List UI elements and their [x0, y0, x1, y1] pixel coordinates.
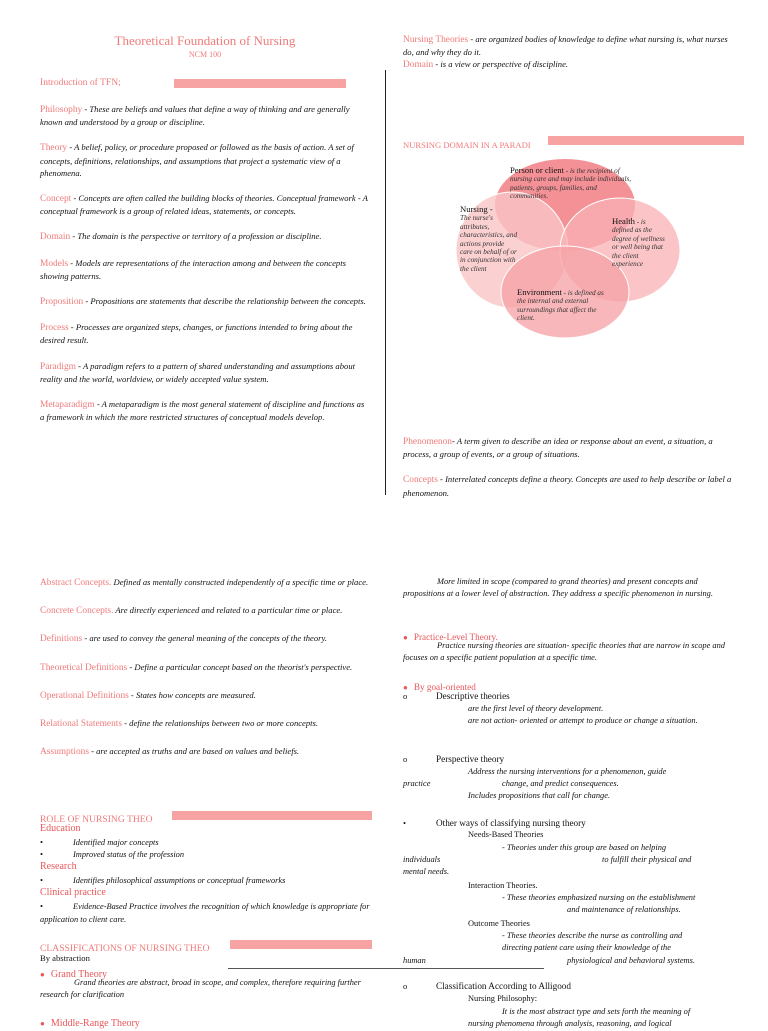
venn-nursing-label: Nursing - The nurse's attributes, characteristics, and actions provide care on behalf of or in conjunction with the client	[460, 204, 518, 273]
interaction-line-1: - These theories emphasized nursing on the establishment	[502, 893, 696, 902]
entry-relational-statements: Relational Statements - define the relationships between two or more concepts.	[40, 718, 319, 730]
entry-assumptions: Assumptions - are accepted as truths and are based on values and beliefs.	[40, 746, 300, 758]
descriptive-line-1: are the first level of theory development.	[468, 704, 604, 713]
alligood-bullet: o	[403, 981, 408, 991]
page-subtitle: NCM 100	[188, 50, 222, 59]
perspective-bullet: o	[403, 754, 408, 764]
descriptive-bullet: o	[403, 691, 408, 701]
page1-left-column	[40, 103, 370, 436]
philosophy-line-1: It is the most abstract type and sets forth the meaning of	[502, 1007, 691, 1016]
entry-domain-view: Domain - is a view or perspective of discipline.	[403, 59, 569, 71]
middle-range-label: ● Middle-Range Theory	[40, 1018, 140, 1029]
needs-line-2b: to fulfill their physical and	[602, 855, 692, 864]
entry-theoretical-definitions: Theoretical Definitions - Define a particular concept based on the theorist's perspective.	[40, 661, 353, 673]
clinical-item-1: • Evidence-Based Practice involves the recognition of which knowledge is appropriate for application to client care.	[40, 901, 370, 924]
education-item-1: • Identified major concepts	[40, 837, 159, 847]
intro-label: Introduction of TFN;	[40, 77, 121, 88]
by-abstraction-label: By abstraction	[40, 953, 90, 963]
page1-right-column-top	[403, 33, 738, 85]
entry-philosophy: Philosophy - These are beliefs and values that define a way of thinking and are generally known and understood by a group or discipline.	[40, 104, 350, 128]
perspective-line-2b: change, and predict consequences.	[502, 779, 619, 788]
needs-line-2a: individuals	[403, 855, 441, 864]
entry-definitions: Definitions - are used to convey the general meaning of the concepts of the theory.	[40, 633, 327, 645]
domain-heading: NURSING DOMAIN IN A PARADI	[403, 140, 531, 150]
needs-line-3: mental needs.	[403, 867, 450, 876]
entry-paradigm: Paradigm - A paradigm refers to a pattern of shared understanding and assumptions about reality and the world, worldview, or widely accepted value system.	[40, 360, 356, 384]
entry-proposition: Proposition - Propositions are statements that describe the relationship between the concepts.	[40, 296, 366, 308]
perspective-line-1: Address the nursing interventions for a phenomenon, guide	[468, 767, 667, 776]
entry-models: Models - Models are representations of the interaction among and between the concepts showing patterns.	[40, 257, 346, 281]
entry-nursing-theories: Nursing Theories - are organized bodies of knowledge to define what nursing is, what nurses do, and why they do it.	[403, 34, 728, 58]
education-item-2: • Improved status of the profession	[40, 849, 185, 859]
needs-line-1: - Theories under this group are based on helping	[502, 843, 667, 852]
research-item-1: • Identifies philosophical assumptions or conceptual frameworks	[40, 875, 286, 885]
other-ways-label: Other ways of classifying nursing theory	[436, 818, 586, 828]
entry-theory: Theory - A belief, policy, or procedure proposed or followed as the basis of action. A set of concepts, definitions, relationships, and assumptions that project a systematic view of a phenomena.	[40, 142, 354, 178]
perspective-line-3: Includes propositions that call for change.	[468, 791, 611, 800]
outcome-line-2: directing patient care using their knowledge of the	[502, 943, 671, 952]
descriptive-line-2: are not action- oriented or attempt to produce or change a situation.	[468, 716, 698, 725]
needs-based-label: Needs-Based Theories	[468, 830, 544, 839]
entry-abstract-concepts: Abstract Concepts. Defined as mentally constructed independently of a specific time or place.	[40, 577, 369, 588]
classifications-heading: CLASSIFICATIONS OF NURSING THEO	[40, 943, 210, 954]
venn-health-label: Health - is defined as the degree of wellness or well being that the client experience	[612, 216, 665, 269]
philosophy-line-2: nursing phenomena through analysis, reasoning, and logical	[468, 1019, 672, 1028]
outcome-line-1: - These theories describe the nurse as controlling and	[502, 931, 683, 940]
other-ways-bullet: •	[403, 818, 407, 828]
interaction-line-2: and maintenance of relationships.	[567, 905, 681, 914]
practice-level-label: ● Practice-Level Theory.	[403, 632, 498, 642]
venn-environment-label: Environment - is defined as the internal and external surroundings that affect the client.	[517, 287, 604, 323]
perspective-label: Perspective theory	[436, 754, 505, 764]
page1-right-column-bottom	[403, 435, 738, 512]
entry-operational-definitions: Operational Definitions - States how concepts are measured.	[40, 689, 256, 701]
entry-concrete-concepts: Concrete Concepts. Are directly experienced and related to a particular time or place.	[40, 605, 343, 617]
outcome-line-3a: human	[403, 956, 426, 965]
practice-level-text: Practice nursing theories are situation- specific theories that are narrow in scope and focuses on a specific patient population at a specific time.	[403, 641, 725, 662]
education-label: Education	[40, 823, 81, 834]
entry-phenomenon: Phenomenon- A term given to describe an idea or response about an event, a situation, a process, a group of events, or a group of situations.	[403, 436, 713, 460]
entry-concepts: Concepts - Interrelated concepts define a theory. Concepts are used to help describe or label a phenomenon.	[403, 474, 732, 498]
highlight-bar	[172, 811, 372, 820]
role-heading: ROLE OF NURSING THEO	[40, 814, 153, 825]
goal-oriented-label: ● By goal-oriented	[403, 682, 476, 692]
alligood-label: Classification According to Alligood	[436, 981, 571, 991]
page2-left-column	[40, 576, 370, 758]
column-divider	[385, 70, 386, 495]
footnote-rule	[228, 968, 544, 969]
perspective-line-2a: practice	[403, 779, 431, 788]
clinical-label: Clinical practice	[40, 887, 106, 898]
highlight-bar	[174, 79, 346, 88]
grand-theory-label: ● Grand Theory	[40, 969, 108, 980]
middle-range-text: More limited in scope (compared to grand theories) and present concepts and propositions at a lower level of abstraction. They address a specific phenomenon in nursing.	[403, 577, 713, 598]
intro-line	[40, 77, 121, 88]
research-label: Research	[40, 861, 77, 872]
interaction-label: Interaction Theories.	[468, 881, 538, 890]
entry-domain: Domain - The domain is the perspective or territory of a profession or discipline.	[40, 231, 322, 243]
nursing-philosophy-label: Nursing Philosophy:	[468, 994, 538, 1003]
entry-metaparadigm: Metaparadigm - A metaparadigm is the most general statement of discipline and functions as a framework in which the more restricted structures of conceptual models develop.	[40, 399, 365, 423]
page-title: Theoretical Foundation of Nursing	[114, 33, 296, 48]
entry-concept: Concept - Concepts are often called the building blocks of theories. Conceptual framework - A conceptual framework is a group of related ideas, statements, or concepts.	[40, 193, 368, 217]
highlight-bar	[548, 136, 744, 145]
descriptive-label: Descriptive theories	[436, 691, 510, 701]
outcome-label: Outcome Theories	[468, 919, 530, 928]
outcome-line-3b: physiological and behavioral systems.	[567, 956, 695, 965]
highlight-bar	[230, 940, 372, 949]
venn-person-label: Person or client - is the recipient of nursing care and may include individuals, patients, groups, families, and communities.	[510, 165, 632, 201]
entry-process: Process - Processes are organized steps, changes, or functions intended to bring about the desired result.	[40, 322, 353, 346]
grand-theory-text: Grand theories are abstract, broad in scope, and complex, therefore requiring further research for clarification	[40, 978, 361, 999]
